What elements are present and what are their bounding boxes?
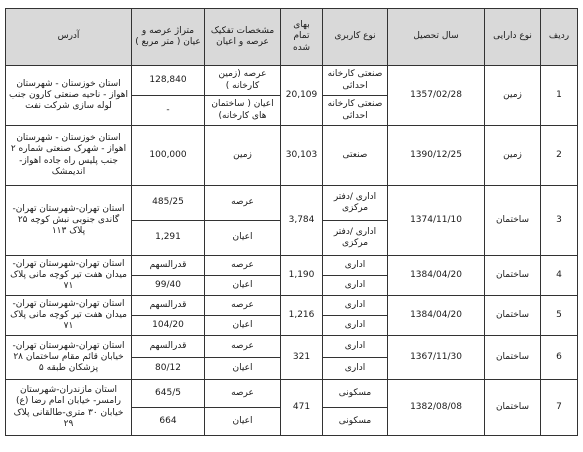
cell-split: عرصه (زمین کارخانه ) <box>205 66 281 96</box>
header-usage-type: نوع کاربری <box>323 9 388 66</box>
cell-asset-type: زمین <box>485 126 541 186</box>
cell-acq-year: 1384/04/20 <box>388 296 485 336</box>
cell-radif: 7 <box>541 380 578 436</box>
cell-split: اعیان ( ساختمان های کارخانه) <box>205 96 281 126</box>
cell-usage: اداری <box>323 358 388 380</box>
cell-area: 100,000 <box>132 126 205 186</box>
table-row <box>6 380 578 408</box>
cell-area: 80/12 <box>132 358 205 380</box>
cell-price: 30,103 <box>281 126 323 186</box>
cell-acq-year: 1390/12/25 <box>388 126 485 186</box>
cell-area: قدرالسهم <box>132 336 205 358</box>
cell-address: استان خوزستان - شهرستان اهواز - ناحیه صنعتی کارون جنب لوله سازی شرکت نفت <box>6 66 132 126</box>
cell-usage: صنعتی کارخانه احداثی <box>323 66 388 96</box>
cell-radif: 1 <box>541 66 578 126</box>
cell-usage: اداری <box>323 296 388 316</box>
cell-price: 20,109 <box>281 66 323 126</box>
cell-split: عرصه <box>205 380 281 408</box>
cell-address: استان تهران-شهرستان تهران- میدان هفت تیر کوچه مانی پلاک ۷۱ <box>6 296 132 336</box>
cell-acq-year: 1357/02/28 <box>388 66 485 126</box>
cell-usage: اداری <box>323 316 388 336</box>
header-total-price: بهای تمام شده <box>281 9 323 66</box>
cell-radif: 3 <box>541 186 578 256</box>
cell-split: اعیان <box>205 408 281 436</box>
header-row <box>6 9 578 66</box>
cell-price: 471 <box>281 380 323 436</box>
cell-price: 1,216 <box>281 296 323 336</box>
cell-address: استان تهران-شهرستان تهران- خیابان قائم مقام ساختمان ۲۸ پزشکان طبقه ۵ <box>6 336 132 380</box>
cell-split: عرصه <box>205 186 281 221</box>
cell-area: - <box>132 96 205 126</box>
cell-usage: صنعتی کارخانه احداثی <box>323 96 388 126</box>
cell-asset-type: ساختمان <box>485 256 541 296</box>
cell-area: 104/20 <box>132 316 205 336</box>
cell-address: استان مازندران-شهرستان رامسر- خیابان امام رضا (ع) خیابان ۳۰ متری-طالقانی پلاک ۲۹ <box>6 380 132 436</box>
header-asset-type: نوع دارایی <box>485 9 541 66</box>
cell-usage: صنعتی <box>323 126 388 186</box>
header-address: آدرس <box>6 9 132 66</box>
header-split: مشخصات تفکیک عرصه و اعیان <box>205 9 281 66</box>
assets-table <box>5 8 578 436</box>
table-row <box>6 126 578 186</box>
cell-radif: 2 <box>541 126 578 186</box>
cell-price: 1,190 <box>281 256 323 296</box>
cell-usage: اداری <box>323 336 388 358</box>
cell-usage: اداری <box>323 256 388 276</box>
cell-area: 1,291 <box>132 221 205 256</box>
cell-usage: اداری /دفتر مرکزی <box>323 221 388 256</box>
cell-area: 485/25 <box>132 186 205 221</box>
header-acq-year: سال تحصیل <box>388 9 485 66</box>
cell-asset-type: ساختمان <box>485 336 541 380</box>
cell-radif: 5 <box>541 296 578 336</box>
cell-radif: 4 <box>541 256 578 296</box>
cell-asset-type: زمین <box>485 66 541 126</box>
table-row <box>6 256 578 276</box>
cell-split: عرصه <box>205 336 281 358</box>
cell-split: اعیان <box>205 316 281 336</box>
cell-asset-type: ساختمان <box>485 380 541 436</box>
cell-address: استان تهران-شهرستان تهران-گاندی جنوبی نبش کوچه ۲۵ پلاک ۱۱۳ <box>6 186 132 256</box>
cell-acq-year: 1374/11/10 <box>388 186 485 256</box>
cell-usage: اداری /دفتر مرکزی <box>323 186 388 221</box>
cell-area: قدرالسهم <box>132 256 205 276</box>
cell-acq-year: 1367/11/30 <box>388 336 485 380</box>
cell-split: عرصه <box>205 256 281 276</box>
table-row <box>6 336 578 358</box>
cell-radif: 6 <box>541 336 578 380</box>
cell-area: قدرالسهم <box>132 296 205 316</box>
cell-address: استان خوزستان - شهرستان اهواز - شهرک صنعتی شماره ۲ جنب پلیس راه جاده اهواز-اندیمشک <box>6 126 132 186</box>
table-row <box>6 186 578 221</box>
cell-split: اعیان <box>205 221 281 256</box>
table-row <box>6 66 578 96</box>
table-row <box>6 296 578 316</box>
cell-asset-type: ساختمان <box>485 296 541 336</box>
cell-split: اعیان <box>205 358 281 380</box>
header-area: متراژ عرصه و عیان ( متر مربع ) <box>132 9 205 66</box>
cell-split: زمین <box>205 126 281 186</box>
header-radif: ردیف <box>541 9 578 66</box>
cell-price: 321 <box>281 336 323 380</box>
cell-usage: مسکونی <box>323 408 388 436</box>
cell-usage: اداری <box>323 276 388 296</box>
cell-price: 3,784 <box>281 186 323 256</box>
cell-acq-year: 1384/04/20 <box>388 256 485 296</box>
cell-split: اعیان <box>205 276 281 296</box>
cell-area: 99/40 <box>132 276 205 296</box>
cell-address: استان تهران-شهرستان تهران- میدان هفت تیر کوچه مانی پلاک ۷۱ <box>6 256 132 296</box>
cell-acq-year: 1382/08/08 <box>388 380 485 436</box>
cell-area: 664 <box>132 408 205 436</box>
cell-asset-type: ساختمان <box>485 186 541 256</box>
cell-split: عرصه <box>205 296 281 316</box>
cell-usage: مسکونی <box>323 380 388 408</box>
cell-area: 128,840 <box>132 66 205 96</box>
cell-area: 645/5 <box>132 380 205 408</box>
